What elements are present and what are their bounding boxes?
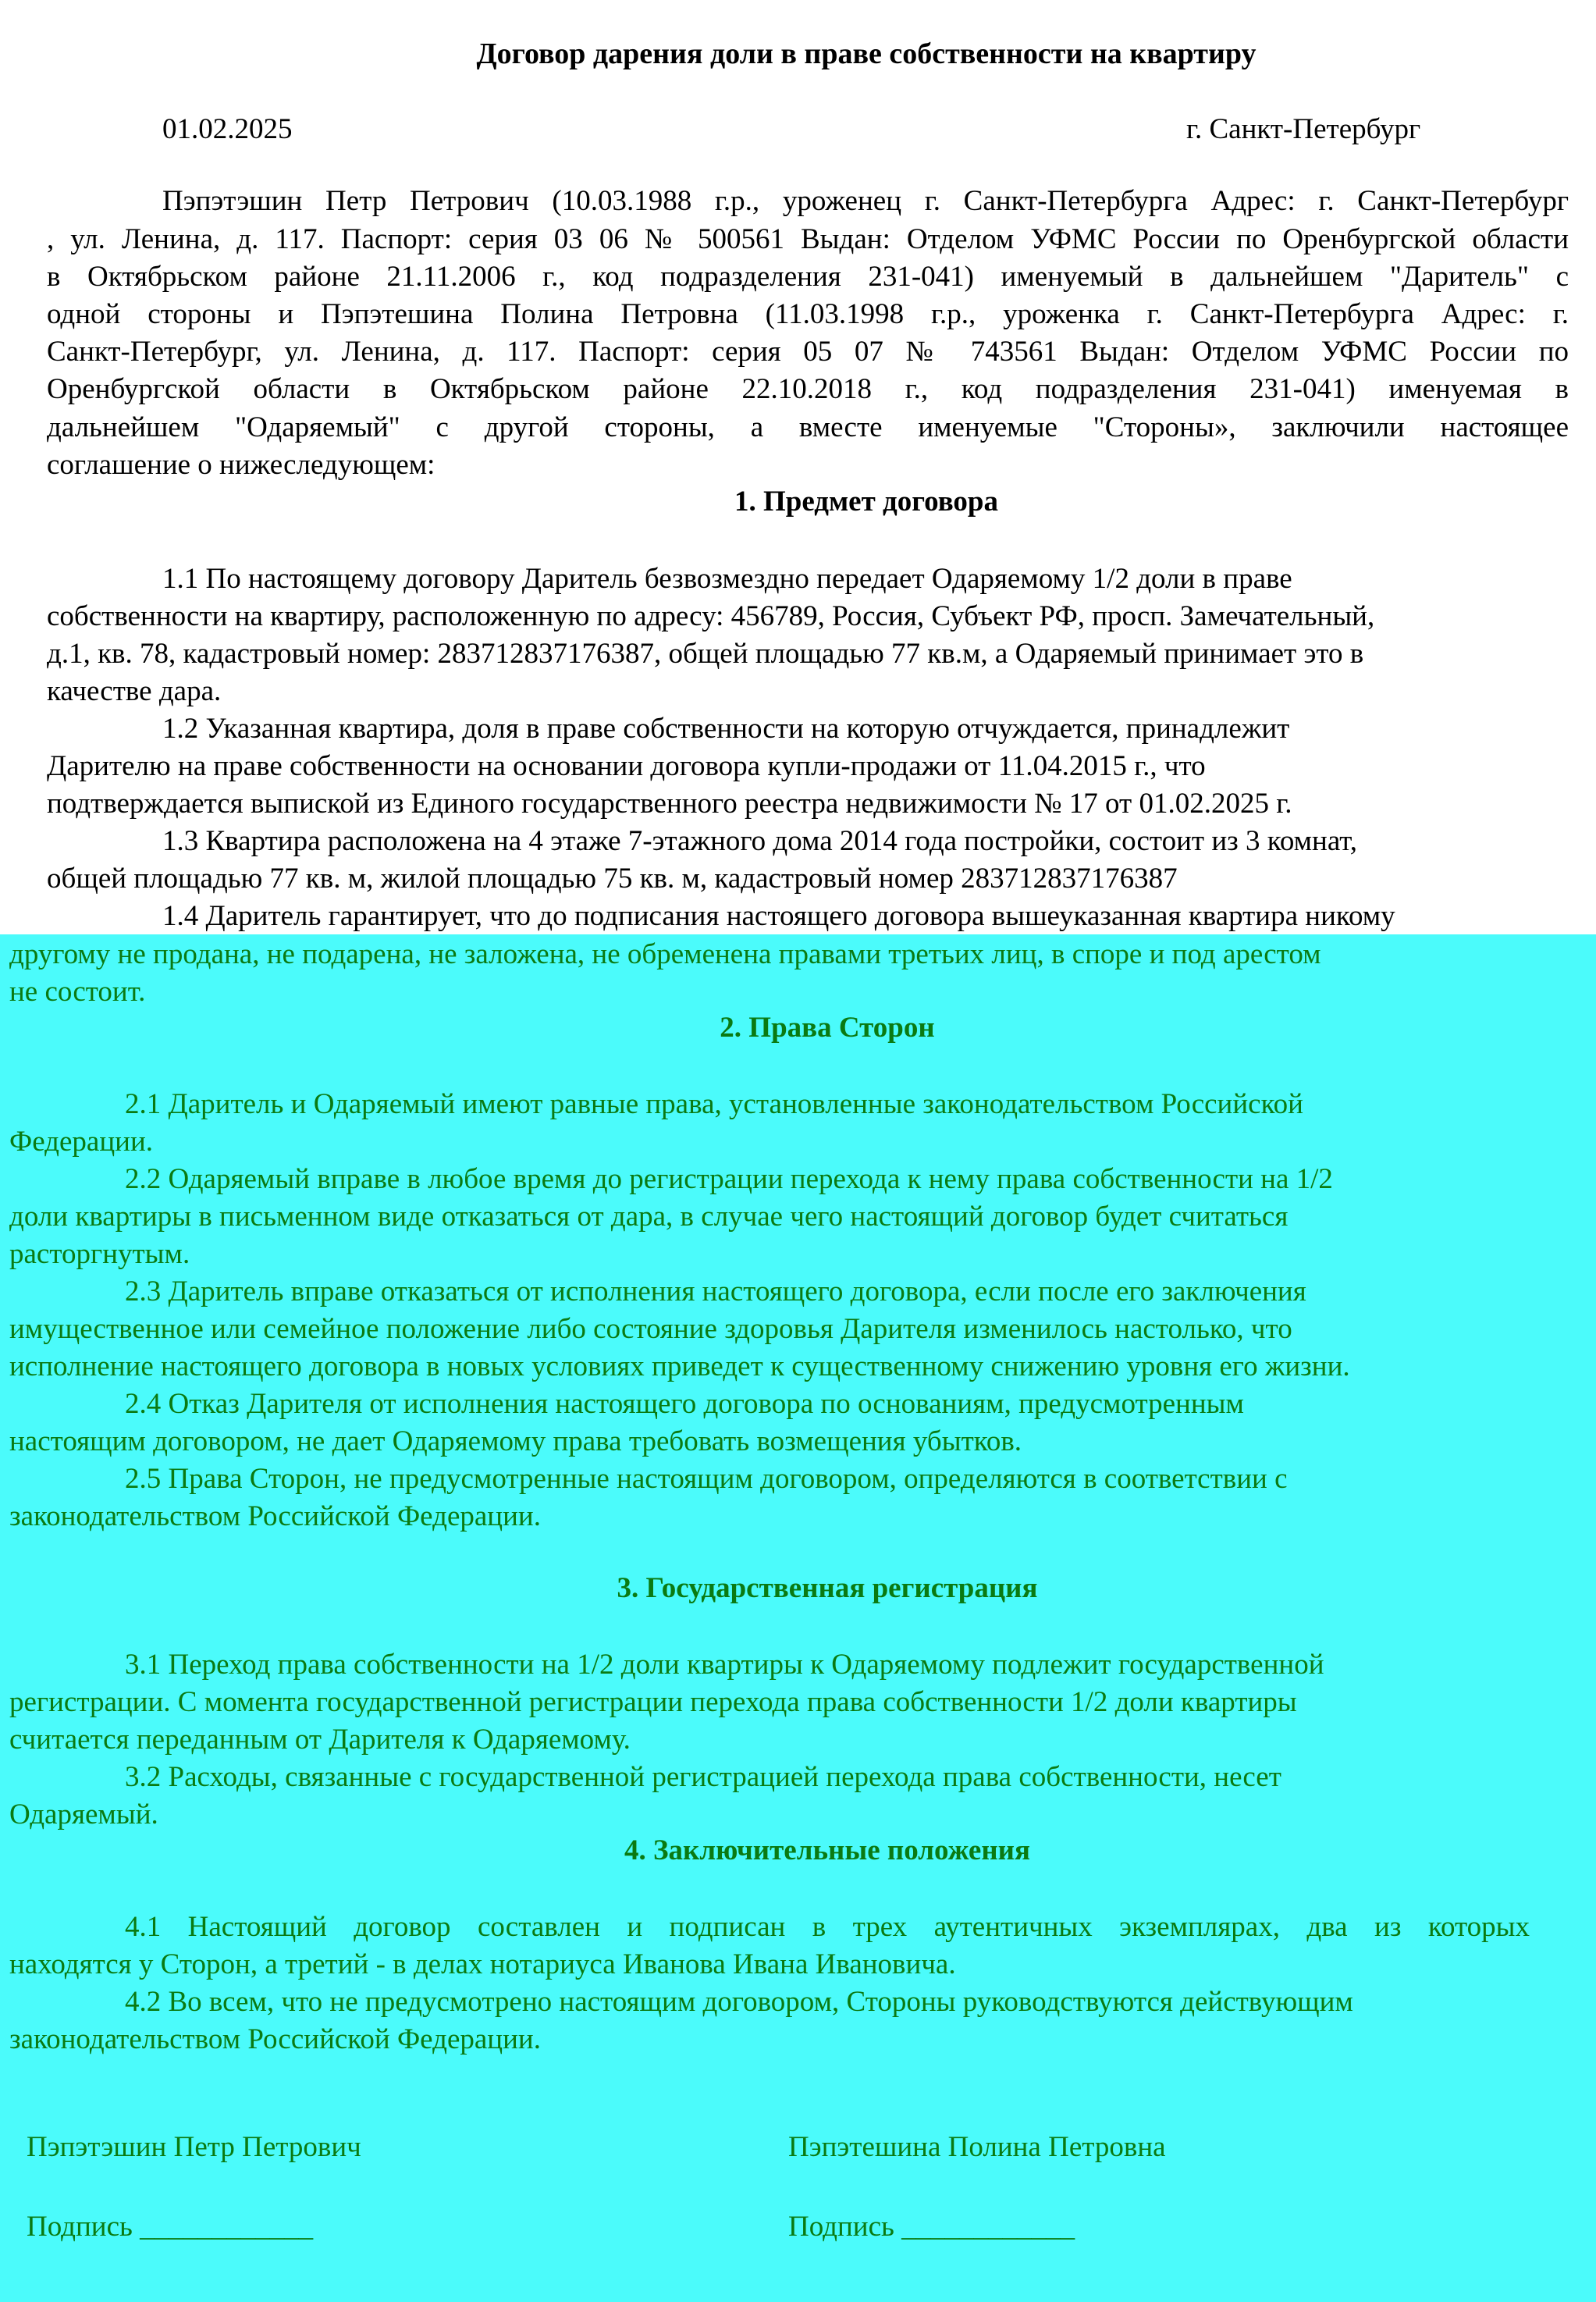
preamble-line: , ул. Ленина, д. 117. Паспорт: серия 03 06 № 500561 Выдан: Отделом УФМС России по Оренбургской области (47, 223, 1569, 255)
preamble-line: соглашение о нижеследующем: (47, 449, 435, 481)
preamble-line: в Октябрьском районе 21.11.2006 г., код подразделения 231-041) именуемый в дальнейшем "Даритель" с (47, 261, 1569, 293)
preamble-line: Оренбургской области в Октябрьском районе 22.10.2018 г., код подразделения 231-041) именуемая в (47, 373, 1569, 405)
document-lower-region: другому не продана, не подарена, не заложена, не обременена правами третьих лиц, в споре и под арестом не состоит. 2. Права Сторон 2.1 Даритель и Одаряемый имеют равные права, установленные законодательством Российской Федерации. 2.2 Одаряемый вправе в любое время до регистрации перехода к нему права собственности на 1/2 доли квартиры в письменном виде отказаться от дара, в случае чего настоящий договор будет считаться расторгнутым. 2.3 Даритель вправе отказаться от исполнения настоящего договора, если после его заключения имущественное или семейное положение либо состояние здоровья Дарителя изменилось настолько, что исполнение настоящего договора в новых условиях приведет к существенному снижению уровня его жизни. 2.4 Отказ Дарителя от исполнения настоящего договора по основаниям, предусмотренным настоящим договором, не дает Одаряемому права требовать возмещения убытков. 2.5 Права Сторон, не предусмотренные настоящим договором, определяются в соответствии с законодательством Российской Федерации. 3. Государственная регистрация 3.1 Переход права собственности на 1/2 доли квартиры к Одаряемому подлежит государственной регистрации. С момента государственной регистрации перехода права собственности 1/2 доли квартиры считается переданным от Дарителя к Одаряемому. 3.2 Расходы, связанные с государственной регистрацией перехода права собственности, несет Одаряемый. 4. Заключительные положения 4.1 Настоящий договор составлен и подписан в трех аутентичных экземплярах, два из которых находятся у Сторон, а третий - в делах нотариуса Иванова Ивана Ивановича. 4.2 Во всем, что не предусмотрено настоящим договором, Стороны руководствуются действующим законодательством Российской Федерации. Пэпэтэшин Петр Петрович Пэпэтешина Полина Петровна Подпись ____________ Подпись ____________ (0, 934, 1596, 2302)
signature-left-line: Подпись ____________ (27, 2211, 314, 2243)
document-date: 01.02.2025 (162, 113, 293, 145)
document-title: Договор дарения доли в праве собственности на квартиру (476, 37, 1257, 70)
preamble-line: одной стороны и Пэпэтешина Полина Петровна (11.03.1998 г.р., уроженка г. Санкт-Петербурга Адрес: г. (47, 298, 1569, 330)
section-heading: 2. Права Сторон (720, 1012, 935, 1044)
signatory-right-name: Пэпэтешина Полина Петровна (788, 2131, 1166, 2163)
document-city: г. Санкт-Петербург (1186, 113, 1421, 145)
preamble-line: дальнейшем "Одаряемый" с другой стороны, а вместе именуемые "Стороны», заключили настоящее (47, 411, 1569, 443)
preamble-line: Пэпэтэшин Петр Петрович (10.03.1988 г.р., уроженец г. Санкт-Петербурга Адрес: г. Санкт-Петербург (162, 185, 1569, 217)
section-heading: 3. Государственная регистрация (617, 1572, 1038, 1604)
signature-right-line: Подпись ____________ (788, 2211, 1075, 2243)
section-heading: 1. Предмет договора (734, 486, 999, 518)
signatory-left-name: Пэпэтэшин Петр Петрович (27, 2131, 361, 2163)
section-heading: 4. Заключительные положения (624, 1834, 1031, 1866)
preamble-line: Санкт-Петербург, ул. Ленина, д. 117. Паспорт: серия 05 07 № 743561 Выдан: Отделом УФМС России по (47, 336, 1569, 368)
document-upper-region: Договор дарения доли в праве собственности на квартиру 01.02.2025 г. Санкт-Петербург Пэпэтэшин Петр Петрович (10.03.1988 г.р., уроженец г. Санкт-Петербурга Адрес: г. Санкт-Петербург , ул. Ленина, д. 117. Паспорт: серия 03 06 № 500561 Выдан: Отделом УФМС России по Оренбургской области в Октябрьском районе 21.11.2006 г., код подразделения 231-041) именуемый в дальнейшем "Даритель" с одной стороны и Пэпэтешина Полина Петровна (11.03.1998 г.р., уроженка г. Санкт-Петербурга Адрес: г. Санкт-Петербург, ул. Ленина, д. 117. Паспорт: серия 05 07 № 743561 Выдан: Отделом УФМС России по Оренбургской области в Октябрьском районе 22.10.2018 г., код подразделения 231-041) именуемая в дальнейшем "Одаряемый" с другой стороны, а вместе именуемые "Стороны», заключили настоящее соглашение о нижеследующем: 1. Предмет договора 1.1 По настоящему договору Даритель безвозмездно передает Одаряемому 1/2 доли в праве собственности на квартиру, расположенную по адресу: 456789, Россия, Субъект РФ, просп. Замечательный, д.1, кв. 78, кадастровый номер: 283712837176387, общей площадью 77 кв.м, а Одаряемый принимает это в качестве дара. 1.2 Указанная квартира, доля в праве собственности на которую отчуждается, принадлежит Дарителю на праве собственности на основании договора купли-продажи от 11.04.2015 г., что подтверждается выпиской из Единого государственного реестра недвижимости № 17 от 01.02.2025 г. 1.3 Квартира расположена на 4 этаже 7-этажного дома 2014 года постройки, состоит из 3 комнат, общей площадью 77 кв. м, жилой площадью 75 кв. м, кадастровый номер 283712837176387 1.4 Даритель гарантирует, что до подписания настоящего договора вышеуказанная квартира никому (0, 0, 1596, 934)
